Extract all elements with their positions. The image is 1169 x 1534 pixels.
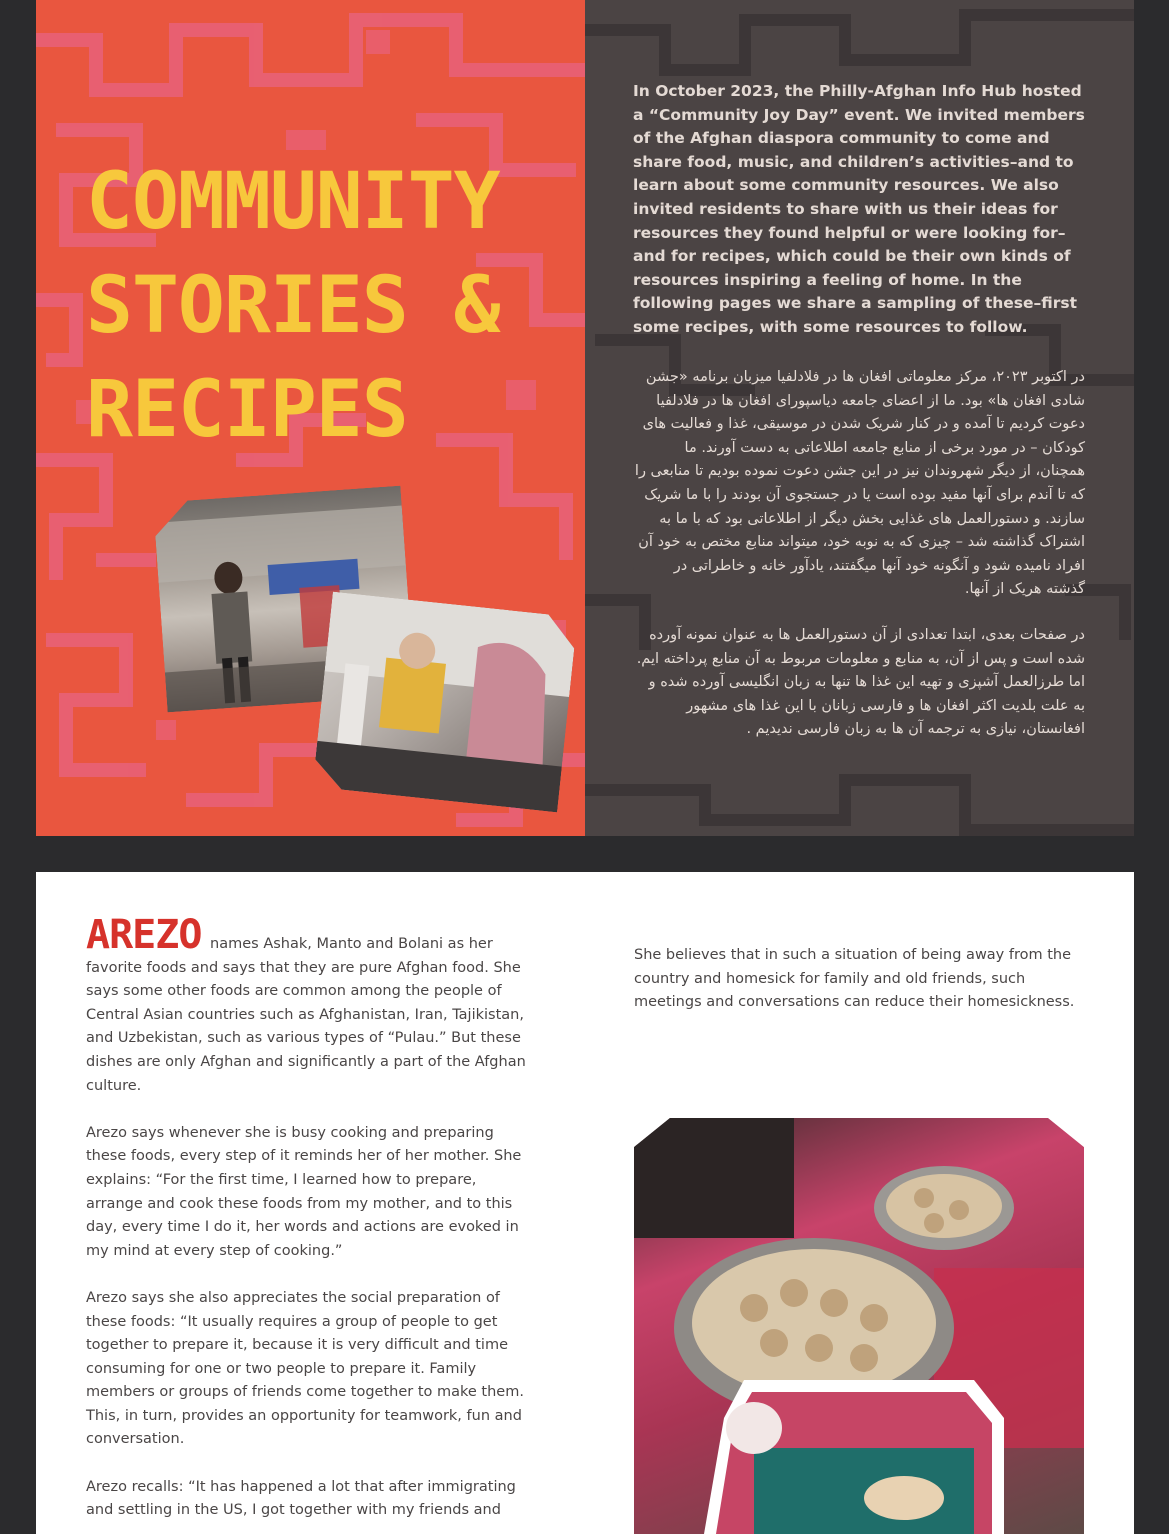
story-paragraph-1-text: names Ashak, Manto and Bolani as her favorite foods and says that they are pure Afghan food. She says some other foods are common among the people of Central Asian countries such as Afghanistan, Iran, Tajikistan, and Uzbekistan, such as various types of “Pulau.” But these dishes are only Afghan and significantly a part of the Afghan culture. — [86, 936, 526, 1094]
title-panel — [36, 0, 585, 836]
intro-persian-2: در صفحات بعدی، ابتدا تعدادی از آن دستورالعمل ها به عنوان نمونه آورده شده است و پس از آن، به منابع و معلومات مربوط به آن منابع پرداخته ایم. اما طرزالعمل آشپزی و تهیه این غذا ها تنها به زبان انگلیسی آورده شده و به علت بلدیت اکثر افغان ها و فارسی زبانان با این غذا های مشهور افغانستان، نیازی به ترجمه آن ها به زبان فارسی ندیدیم . — [636, 627, 1085, 738]
story-column-left — [86, 912, 536, 1534]
story-page — [36, 872, 1134, 1534]
story-paragraph-4: Arezo recalls: “It has happened a lot that after immigrating and settling in the US, I got together with my friends and — [86, 1478, 516, 1519]
cover-spread — [36, 0, 1134, 836]
event-photo-children — [312, 592, 577, 813]
story-paragraph-1 — [86, 912, 536, 1098]
page-title: COMMUNITY STORIES & RECIPES — [86, 157, 500, 455]
story-paragraph-2: Arezo says whenever she is busy cooking and preparing these foods, every step of it reminds her of her mother. She explains: “For the first time, I learned how to prepare, arrange and cook these foods from my mother, and to this day, every time I do it, her words and actions are evoked in my mind at every step of cooking.” — [86, 1124, 522, 1259]
intro-panel — [585, 0, 1134, 836]
intro-persian-1: در اکتوبر ۲۰۲۳، مرکز معلوماتی افغان ها در فلادلفیا میزبان برنامه «جشن شادی افغان ها» بود. ما از اعضای جامعه دیاسپورای افغان ها در فلادلفیا دعوت کردیم تا آمده و در کنار شریک شدن در موسیقی، غذا و فعالیت های کودکان – در مورد برخی از منابع جامعه اطلاعاتی به دست آورند. ما همچنان، از دیگر شهروندان نیز در این جشن دعوت نموده بودیم تا منابعی را که تا آندم برای آنها مفید بوده است یا در جستجوی آن بودند را با ما شریک سازند. و دستورالعمل های غذایی بخش دیگر از اطلاعاتی بود که با ما به اشتراک گذاشته شد – چیزی که به نوبه خود، میتواند منابع مختص به خود آن افراد نامیده شود و آنگونه خود آنها میگفتند، یادآور خانه و خاطراتی در گذشته هریک از آنها. — [634, 369, 1085, 598]
person-name: AREZO — [86, 912, 202, 958]
intro-english: In October 2023, the Philly-Afghan Info Hub hosted a “Community Joy Day” event. We invited members of the Afghan diaspora community to come and share food, music, and children’s activities–and to learn about some community resources. We also invited residents to share with us their ideas for resources they found helpful or were looking for–and for recipes, which could be their own kinds of resources inspiring a feeling of home. In the following pages we share a sampling of these–first some recipes, with some resources to follow. — [633, 82, 1085, 336]
story-paragraph-3: Arezo says she also appreciates the social preparation of these foods: “It usually requires a group of people to get together to prepare it, because it is very difficult and time consuming for one or two people to prepare it. Family members or groups of friends come together to make them. This, in turn, provides an opportunity for teamwork, fun and conversation. — [86, 1289, 524, 1448]
dumplings-photo — [634, 1118, 1084, 1534]
story-column-right: She believes that in such a situation of being away from the country and homesick for family and old friends, such meetings and conversations can reduce their homesickness. — [634, 947, 1075, 1011]
